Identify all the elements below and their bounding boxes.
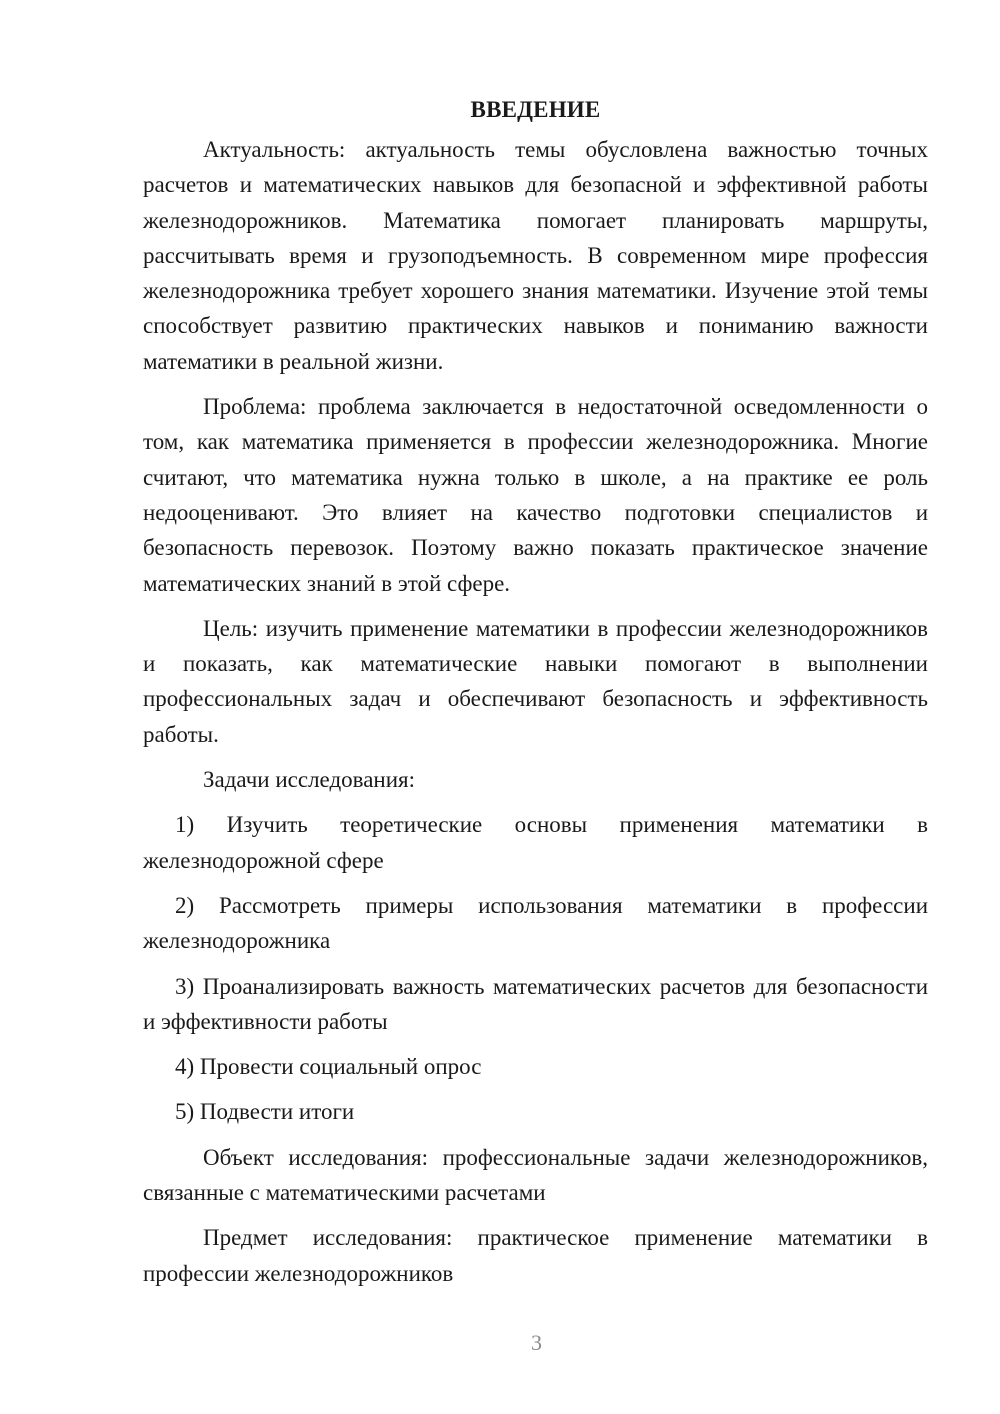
task-item-5: 5) Подвести итоги <box>175 1099 355 1125</box>
object-paragraph: Объект исследования: профессиональные задачи железнодорожников, связанные с математическими расчетами <box>143 1144 928 1206</box>
tasks-heading: Задачи исследования: <box>203 767 416 793</box>
page-number: 3 <box>531 1330 542 1355</box>
relevance-paragraph: Актуальность: актуальность темы обусловлена важностью точных расчетов и математических навыков для безопасной и эффективной работы железнодорожников. Математика помогает планировать маршруты, рассчитывать время и грузоподъемность. В современном мире профессия железнодорожника требует хорошего знания математики. Изучение этой темы способствует развитию практических навыков и пониманию важности математики в реальной жизни. <box>143 137 928 374</box>
task-item-1: 1) Изучить теоретические основы применения математики в железнодорожной сфере <box>143 812 928 873</box>
subject-paragraph: Предмет исследования: практическое применение математики в профессии железнодорожников <box>143 1225 928 1286</box>
page-title: ВВЕДЕНИЕ <box>470 97 601 122</box>
task-item-2: 2) Рассмотреть примеры использования математики в профессии железнодорожника <box>143 892 928 954</box>
page-content <box>143 92 928 1291</box>
task-item-4: 4) Провести социальный опрос <box>175 1054 482 1080</box>
task-item-3: 3) Проанализировать важность математических расчетов для безопасности и эффективности работы <box>143 973 928 1034</box>
problem-paragraph: Проблема: проблема заключается в недостаточной осведомленности о том, как математика применяется в профессии железнодорожника. Многие считают, что математика нужна только в школе, а на практике ее роль недооценивают. Это влияет на качество подготовки специалистов и безопасность перевозок. Поэтому важно показать практическое значение математических знаний в этой сфере. <box>143 394 928 596</box>
goal-paragraph: Цель: изучить применение математики в профессии железнодорожников и показать, как математические навыки помогают в выполнении профессиональных задач и обеспечивают безопасность и эффективность работы. <box>143 615 928 747</box>
